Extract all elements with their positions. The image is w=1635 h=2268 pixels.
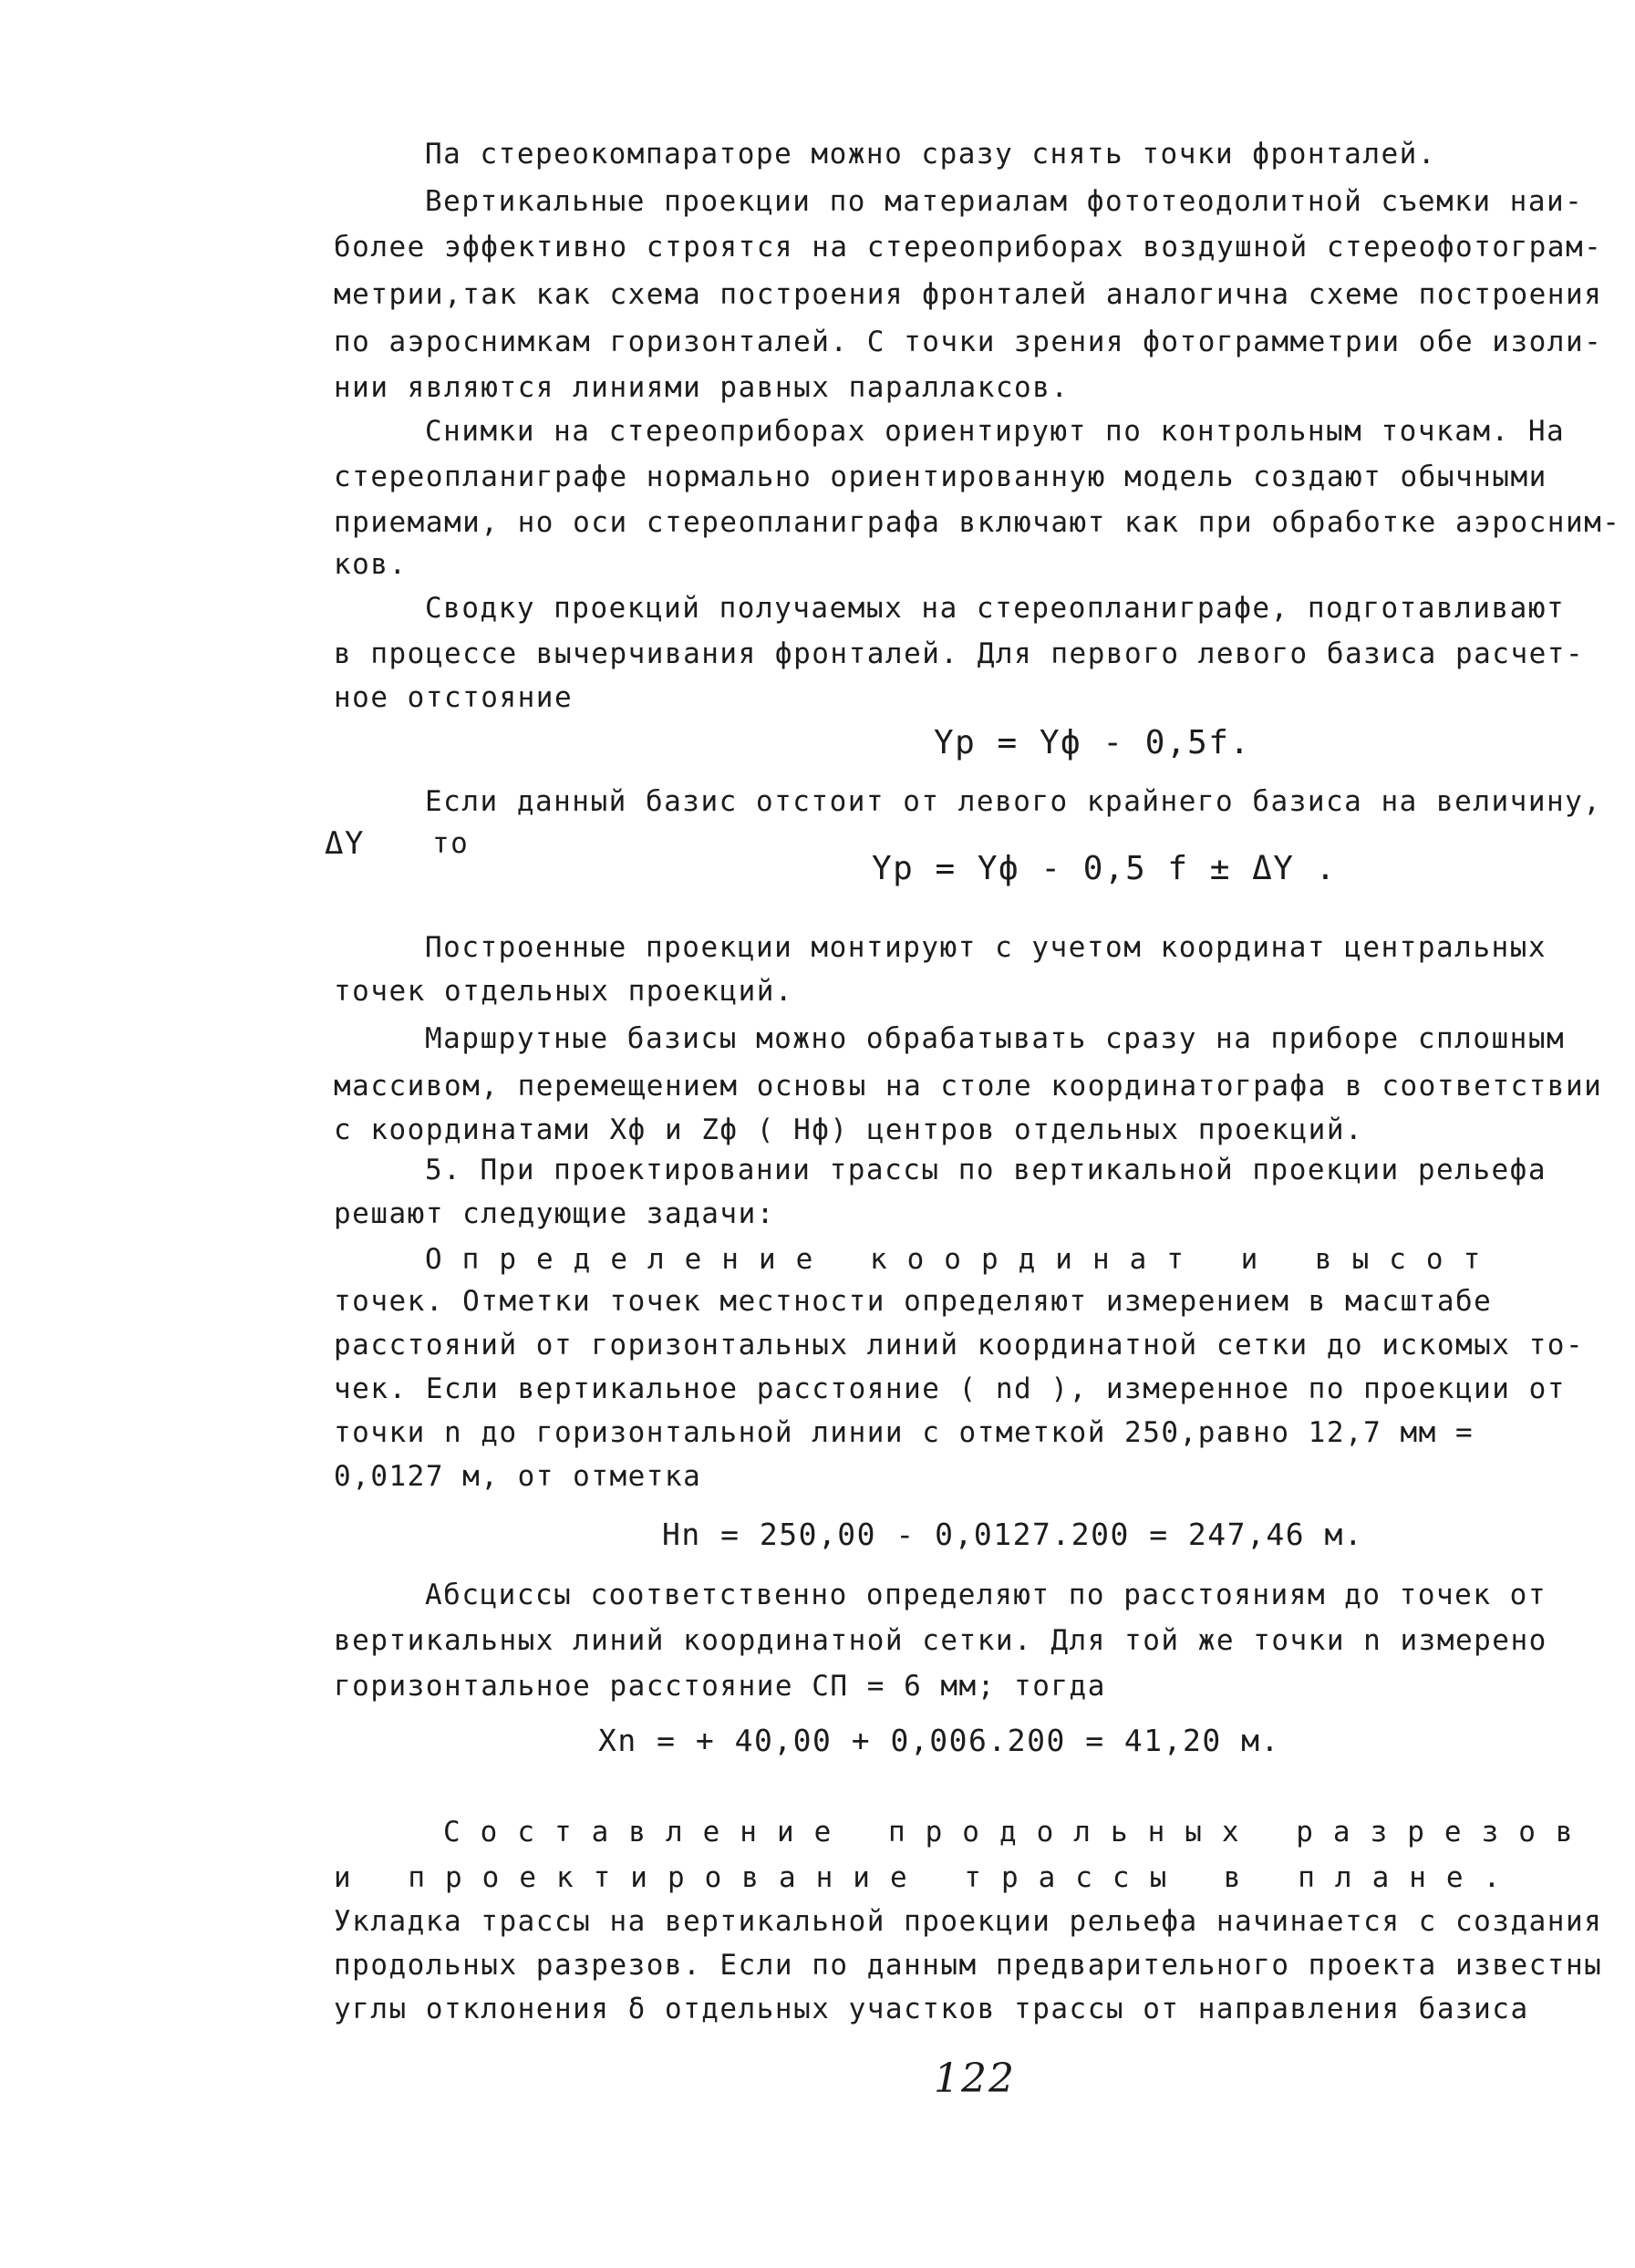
formula: Yр = Yф - 0,5 f ± ΔY . <box>872 850 1337 887</box>
text-line: более эффективно строятся на стереоприборах воздушной стереофотограм- <box>334 231 1603 264</box>
text-line: расстояний от горизонтальных линий координатной сетки до искомых то- <box>334 1329 1585 1362</box>
text-line: точек. Отметки точек местности определяют измерением в масштабе <box>334 1285 1493 1318</box>
text-line: в процессе вычерчивания фронталей. Для первого левого базиса расчет- <box>334 637 1585 670</box>
formula: Xn = + 40,00 + 0,006.200 = 41,20 м. <box>598 1723 1280 1758</box>
text-line: по аэроснимкам горизонталей. С точки зрения фотограмметрии обе изоли- <box>334 326 1603 358</box>
text-line: Маршрутные базисы можно обрабатывать сразу на приборе сплошным <box>425 1022 1566 1055</box>
text-line: Снимки на стереоприборах ориентируют по контрольным точкам. На <box>425 415 1566 448</box>
text-line: Укладка трассы на вертикальной проекции рельефа начинается с создания <box>334 1905 1603 1938</box>
text-line: точек отдельных проекций. <box>334 975 794 1008</box>
section-heading: и проектирование трассы в плане. <box>334 1861 1521 1894</box>
text-line: углы отклонения δ отдельных участков трассы от направления базиса <box>334 1993 1529 2025</box>
text-line: точки n до горизонтальной линии с отметкой 250,равно 12,7 мм = <box>334 1416 1475 1449</box>
text-line: то <box>432 827 470 860</box>
text-line: ков. <box>334 548 408 581</box>
page-number: 122 <box>934 2056 1016 2102</box>
text-line: метрии,так как схема построения фронталей аналогична схеме построения <box>334 278 1603 311</box>
formula: Yр = Yф - 0,5f. <box>934 724 1251 761</box>
text-line: горизонтальное расстояние CП = 6 мм; тогда <box>334 1670 1106 1703</box>
text-line: Па стереокомпараторе можно сразу снять точки фронталей. <box>425 138 1436 171</box>
text-line: приемами, но оси стереопланиграфа включают как при обработке аэросним- <box>334 506 1621 539</box>
text-line: Если данный базис отстоит от левого крайнего базиса на величину, <box>425 785 1602 818</box>
text-line: массивом, перемещением основы на столе координатографа в соответствии <box>334 1070 1603 1103</box>
text-line: с координатами Xф и Zф ( Hф) центров отдельных проекций. <box>334 1113 1364 1146</box>
text-line: вертикальных линий координатной сетки. Для той же точки n измерено <box>334 1624 1547 1657</box>
text-line: стереопланиграфе нормально ориентированную модель создают обычными <box>334 461 1547 493</box>
section-heading: Составление продольных разрезов <box>443 1816 1593 1849</box>
text-line: чек. Если вертикальное расстояние ( nd ), измеренное по проекции от <box>334 1372 1566 1405</box>
text-line: нии являются линиями равных параллаксов. <box>334 371 1070 404</box>
section-heading: Определение координат и высот <box>425 1243 1501 1276</box>
text-line: продольных разрезов. Если по данным предварительного проекта известны <box>334 1949 1603 1982</box>
text-line: ное отстояние <box>334 681 574 714</box>
text-line: ΔY <box>325 825 365 862</box>
text-line: Абсциссы соответственно определяют по расстояниям до точек от <box>425 1579 1547 1611</box>
text-line: Сводку проекций получаемых на стереопланиграфе, подготавливают <box>425 592 1566 625</box>
text-line: Построенные проекции монтируют с учетом координат центральных <box>425 931 1547 964</box>
text-line: решают следующие задачи: <box>334 1197 775 1230</box>
text-line: Вертикальные проекции по материалам фототеодолитной съемки наи- <box>425 185 1584 218</box>
text-line: 5. При проектировании трассы по вертикальной проекции рельефа <box>425 1154 1547 1186</box>
text-line: 0,0127 м, от отметка <box>334 1460 702 1493</box>
formula: Hn = 250,00 - 0,0127.200 = 247,46 м. <box>662 1517 1364 1552</box>
